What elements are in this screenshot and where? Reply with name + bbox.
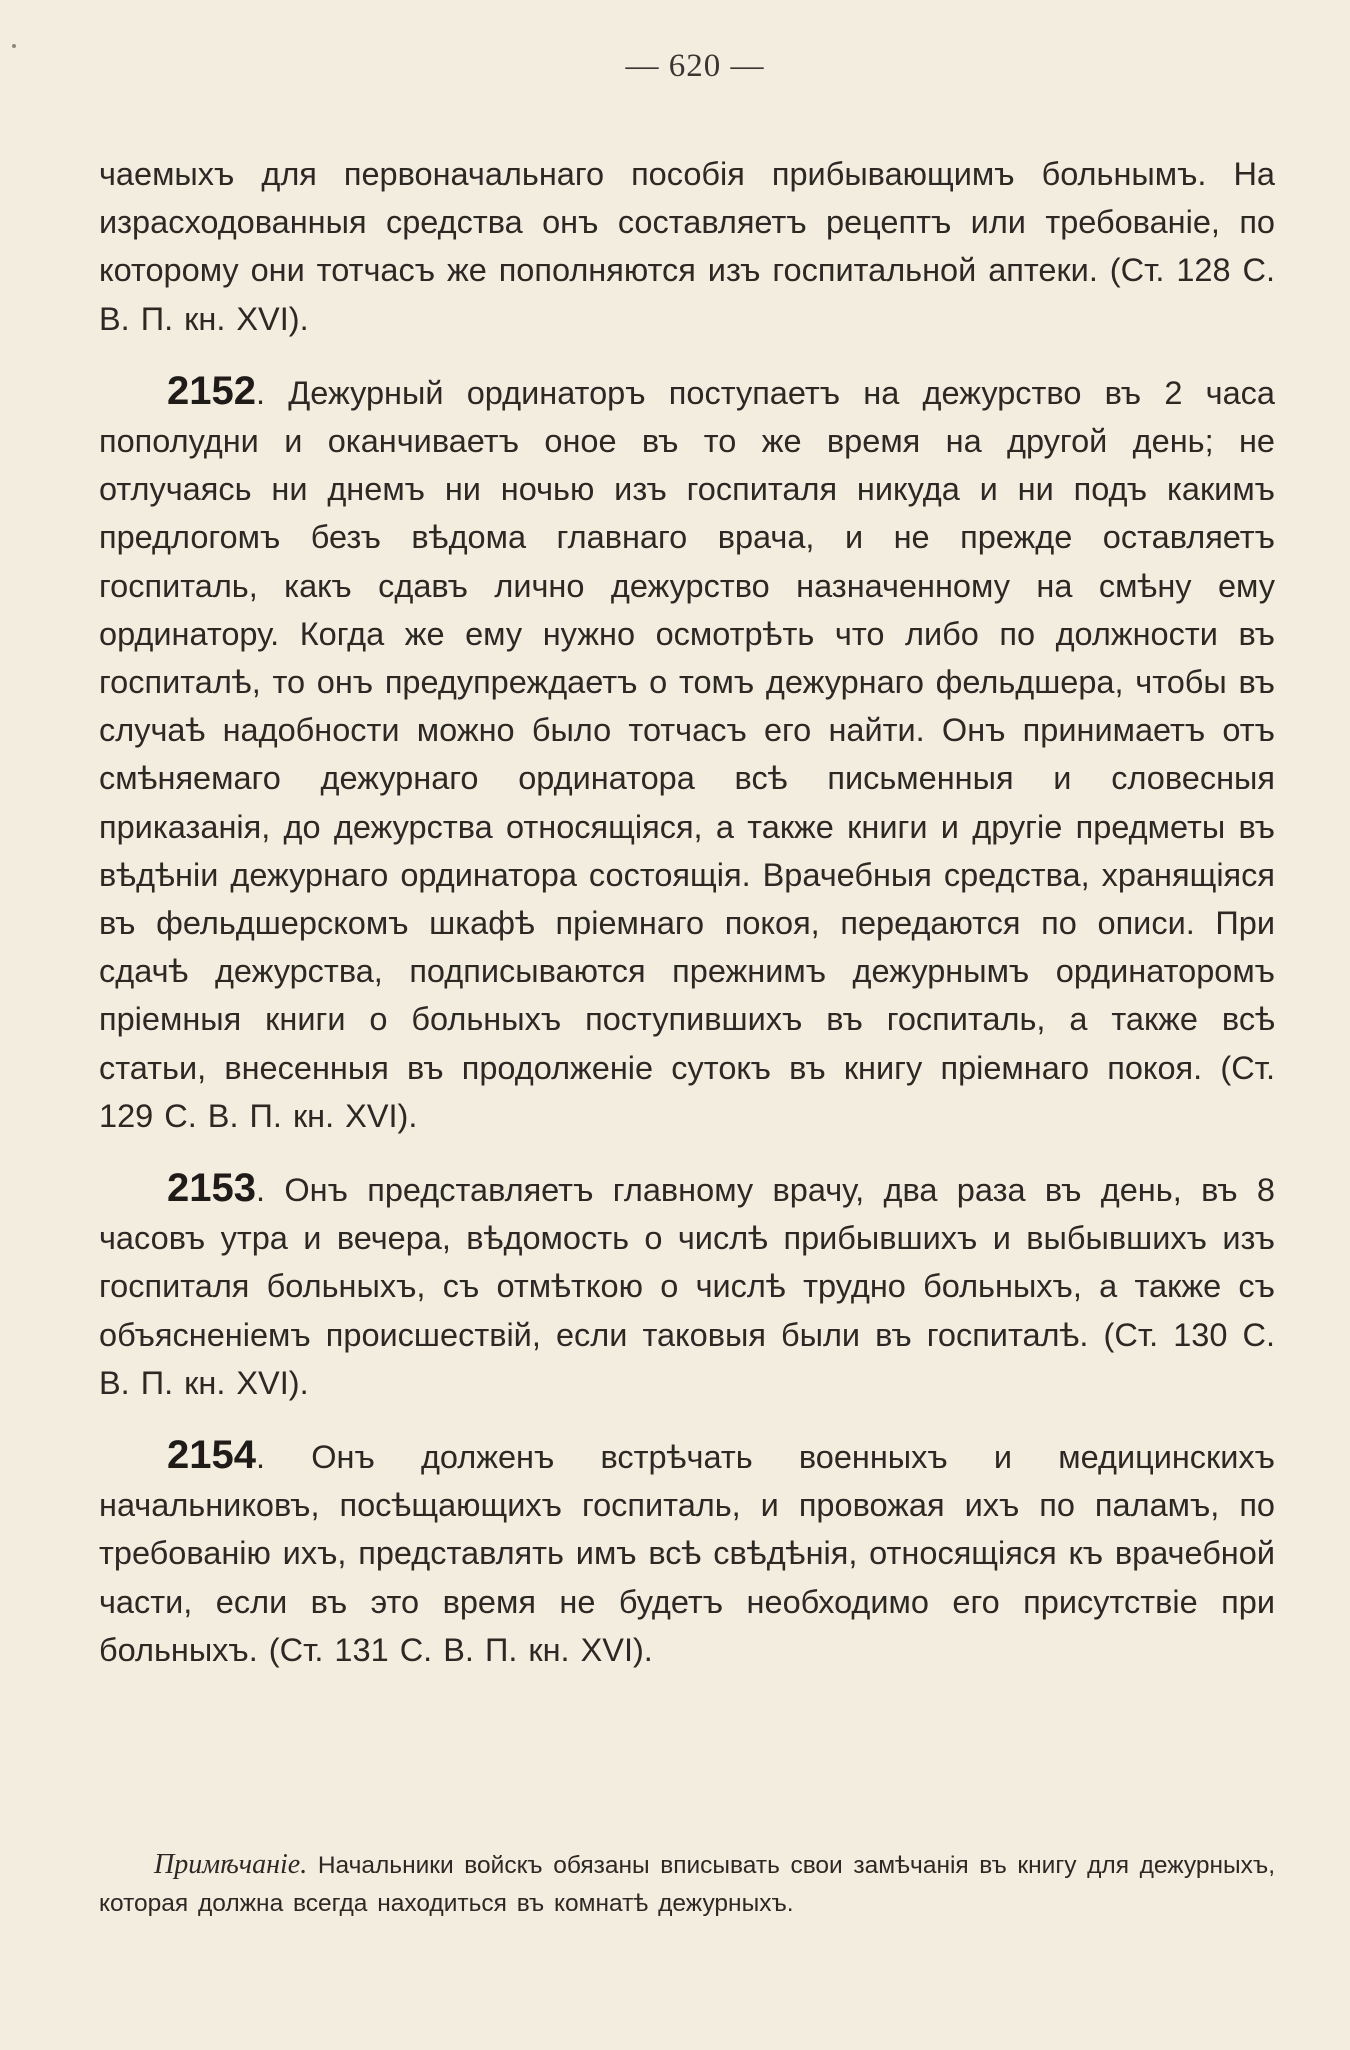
article-number: 2154 bbox=[167, 1433, 256, 1478]
footnote bbox=[99, 1846, 1275, 1923]
body-text bbox=[99, 150, 1275, 1674]
note-label: Примѣчаніе. bbox=[154, 1849, 308, 1880]
page-number: — 620 — bbox=[625, 48, 765, 84]
article-text: . Дежурный ординаторъ поступаетъ на дежурство въ 2 часа пополудни и оканчиваетъ оное въ то же время на другой день; не отлучаясь ни днемъ ни ночью изъ госпиталя никуда и ни подъ какимъ предлогомъ безъ вѣдома главнаго врача, и не прежде оставляетъ госпиталь, какъ сдавъ лично дежурство назначенному на смѣну ему ординатору. Когда же ему нужно осмотрѣть что либо по должности въ госпиталѣ, то онъ предупреждаетъ о томъ дежурнаго фельдшера, чтобы въ случаѣ надобности можно было тотчасъ его найти. Онъ принимаетъ отъ смѣняемаго дежурнаго ординатора всѣ письменныя и словесныя приказанія, до дежурства относящіяся, а также книги и другіе предметы въ вѣдѣніи дежурнаго ординатора состоящія. Врачебныя средства, хранящіяся въ фельдшерскомъ шкафѣ пріемнаго покоя, передаются по описи. При сдачѣ дежурства, подписываются прежнимъ дежурнымъ ординаторомъ пріемныя книги о больныхъ поступившихъ въ госпиталь, а также всѣ статьи, внесенныя въ продолженіе сутокъ въ книгу пріемнаго покоя. (Ст. 129 С. В. П. кн. XVI). bbox=[99, 374, 1275, 1134]
article-2154 bbox=[99, 1431, 1275, 1674]
article-text: . Онъ долженъ встрѣчать военныхъ и медицинскихъ начальниковъ, посѣщающихъ госпиталь, и провожая ихъ по паламъ, по требованію ихъ, представлять имъ всѣ свѣдѣнія, относящіяся къ врачебной части, если въ это время не будетъ необходимо его присутствіе при больныхъ. (Ст. 131 С. В. П. кн. XVI). bbox=[99, 1439, 1275, 1668]
paragraph-text: чаемыхъ для первоначальнаго пособія прибывающимъ больнымъ. На израсходованныя средства онъ составляетъ рецептъ или требованіе, по которому они тотчасъ же пополняются изъ госпитальной аптеки. (Ст. 128 С. В. П. кн. XVI). bbox=[99, 156, 1275, 337]
article-text: . Онъ представляетъ главному врачу, два раза въ день, въ 8 часовъ утра и вечера, вѣдомость о числѣ прибывшихъ и выбывшихъ изъ госпиталя больныхъ, съ отмѣткою о числѣ трудно больныхъ, а также съ объясненіемъ происшествій, если таковыя были въ госпиталѣ. (Ст. 130 С. В. П. кн. XVI). bbox=[99, 1172, 1275, 1401]
article-number: 2152 bbox=[167, 368, 256, 413]
article-number: 2153 bbox=[167, 1166, 256, 1211]
paragraph-continuation bbox=[99, 150, 1275, 343]
article-2153 bbox=[99, 1164, 1275, 1407]
note-text: Начальники войскъ обязаны вписывать свои замѣчанія въ книгу для дежурныхъ, которая должна всегда находиться въ комнатѣ дежурныхъ. bbox=[99, 1852, 1275, 1917]
article-2152 bbox=[99, 367, 1275, 1140]
